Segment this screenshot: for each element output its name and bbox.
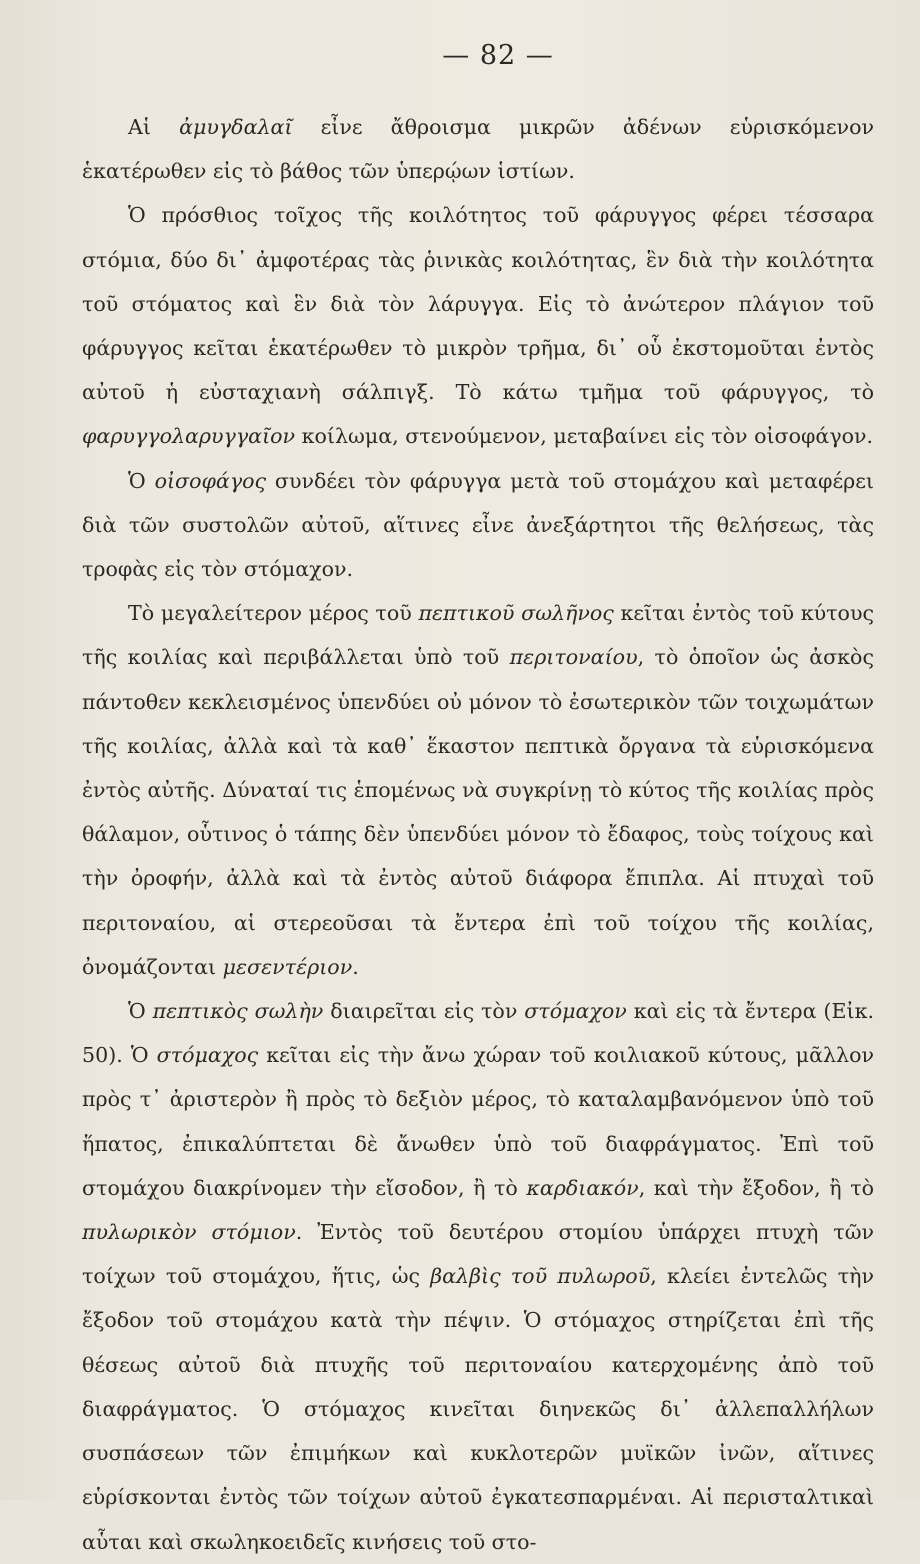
paragraph bbox=[82, 105, 874, 193]
text-run: . Ἐντὸς τοῦ δευτέρου στομίου ὑπάρχει πτυχὴ τῶν τοίχων τοῦ στομάχου, ἥτις, ὡς bbox=[82, 1220, 875, 1289]
text-run: Αἱ bbox=[128, 115, 180, 139]
text-run: Τὸ μεγαλείτερον μέρος τοῦ bbox=[128, 601, 419, 626]
text-run: , καὶ τὴν ἔξοδον, ἢ τὸ bbox=[638, 1175, 874, 1200]
page-body bbox=[82, 105, 874, 1564]
text-run: διαιρεῖται εἰς τὸν bbox=[323, 999, 525, 1024]
paragraph bbox=[82, 989, 874, 1564]
italic-term: μεσεντέριον bbox=[222, 954, 353, 979]
italic-term: ἀμυγδαλαῖ bbox=[179, 115, 293, 139]
italic-term: βαλβὶς τοῦ πυλωροῦ bbox=[430, 1264, 651, 1289]
italic-term: στόμαχον bbox=[524, 999, 627, 1024]
text-run: εἶνε ἄθροισμα μικρῶν ἀδένων εὑρισκόμενον ἑκατέρωθεν εἰς τὸ βάθος τῶν ὑπερῴων ἱστίων. bbox=[82, 115, 874, 184]
text-run: καὶ εἰς τὰ ἔντερα (Εἰκ. 50). Ὁ bbox=[82, 999, 874, 1068]
paragraph bbox=[82, 193, 874, 458]
italic-term: πεπτικοῦ σωλῆνος bbox=[418, 601, 614, 626]
text-run: κοίλωμα, στενούμενον, μεταβαίνει εἰς τὸν οἰσοφάγον. bbox=[295, 424, 874, 449]
italic-term: καρδιακόν bbox=[526, 1175, 639, 1200]
italic-term: πεπτικὸς σωλὴν bbox=[152, 999, 324, 1024]
paragraph bbox=[82, 459, 874, 592]
text-run: . bbox=[352, 954, 359, 979]
paragraph bbox=[82, 591, 874, 989]
text-run: , κλείει ἐντελῶς τὴν ἔξοδον τοῦ στομάχου κατὰ τὴν πέψιν. Ὁ στόμαχος στηρίζεται ἐπὶ τῆς θέσεως αὐτοῦ διὰ πτυχῆς τοῦ περιτοναίου κατερχομένης ἀπὸ τοῦ διαφράγματος. Ὁ στόμαχος κινεῖται διηνεκῶς δι᾽ ἀλλεπαλλήλων συσπάσεων τῶν ἐπιμήκων καὶ κυκλοτερῶν μυϊκῶν ἰνῶν, αἵτινες εὑρίσκονται ἐντὸς τῶν τοίχων αὐτοῦ ἐγκατεσπαρμέναι. Αἱ περισταλτικαὶ αὗται καὶ σκωληκοειδεῖς κινήσεις τοῦ στο- bbox=[82, 1264, 875, 1554]
text-run: κεῖται ἐντὸς τοῦ κύτους τῆς κοιλίας καὶ περιβάλλεται ὑπὸ τοῦ bbox=[82, 601, 874, 670]
text-run: Ὁ bbox=[128, 999, 153, 1024]
italic-term: φαρυγγολαρυγγαῖον bbox=[82, 424, 296, 449]
italic-term: πυλωρικὸν στόμιον bbox=[82, 1220, 296, 1245]
text-run: Ὁ bbox=[128, 468, 155, 493]
text-run: Ὁ πρόσθιος τοῖχος τῆς κοιλότητος τοῦ φάρυγγος φέρει τέσσαρα στόμια, δύο δι᾽ ἀμφοτέρας τὰς ῥινικὰς κοιλότητας, ἓν διὰ τὴν κοιλότητα τοῦ στόματος καὶ ἓν διὰ τὸν λάρυγγα. Εἰς τὸ ἀνώτερον πλάγιον τοῦ φάρυγγος κεῖται ἑκατέρωθεν τὸ μικρὸν τρῆμα, δι᾽ οὗ ἐκστομοῦται ἐντὸς αὐτοῦ ἡ εὐσταχιανὴ σάλπιγξ. Τὸ κάτω τμῆμα τοῦ φάρυγγος, τὸ bbox=[82, 203, 874, 405]
page-number: — 82 — bbox=[442, 40, 554, 71]
text-run: , τὸ ὁποῖον ὡς ἀσκὸς πάντοθεν κεκλεισμένος ὑπενδύει οὐ μόνον τὸ ἐσωτερικὸν τῶν τοιχωμάτων τῆς κοιλίας, ἀλλὰ καὶ τὰ καθ᾽ ἕκαστον πεπτικὰ ὄργανα τὰ εὑρισκόμενα ἐντὸς αὐτῆς. Δύναταί τις ἑπομένως νὰ συγκρίνῃ τὸ κύτος τῆς κοιλίας πρὸς θάλαμον, οὗτινος ὁ τάπης δὲν ὑπενδύει μόνον τὸ ἔδαφος, τοὺς τοίχους καὶ τὴν ὀροφήν, ἀλλὰ καὶ τὰ ἐντὸς αὐτοῦ διάφορα ἔπιπλα. Αἱ πτυχαὶ τοῦ περιτοναίου, αἱ στερεοῦσαι τὰ ἔντερα ἐπὶ τοῦ τοίχου τῆς κοιλίας, ὀνομάζονται bbox=[82, 645, 874, 979]
italic-term: περιτοναίου bbox=[509, 645, 638, 670]
italic-term: οἰσοφάγος bbox=[154, 468, 267, 493]
italic-term: στόμαχος bbox=[156, 1043, 259, 1068]
text-run: κεῖται εἰς τὴν ἄνω χώραν τοῦ κοιλιακοῦ κύτους, μᾶλλον πρὸς τ᾽ ἀριστερὸν ἢ πρὸς τὸ δεξιὸν μέρος, τὸ καταλαμβανόμενον ὑπὸ τοῦ ἥπατος, ἐπικαλύπτεται δὲ ἄνωθεν ὑπὸ τοῦ διαφράγματος. Ἐπὶ τοῦ στομάχου διακρίνομεν τὴν εἴσοδον, ἢ τὸ bbox=[82, 1043, 874, 1200]
text-run: συνδέει τὸν φάρυγγα μετὰ τοῦ στομάχου καὶ μεταφέρει διὰ τῶν συστολῶν αὐτοῦ, αἵτινες εἶνε ἀνεξάρτητοι τῆς θελήσεως, τὰς τροφὰς εἰς τὸν στόμαχον. bbox=[82, 468, 874, 582]
